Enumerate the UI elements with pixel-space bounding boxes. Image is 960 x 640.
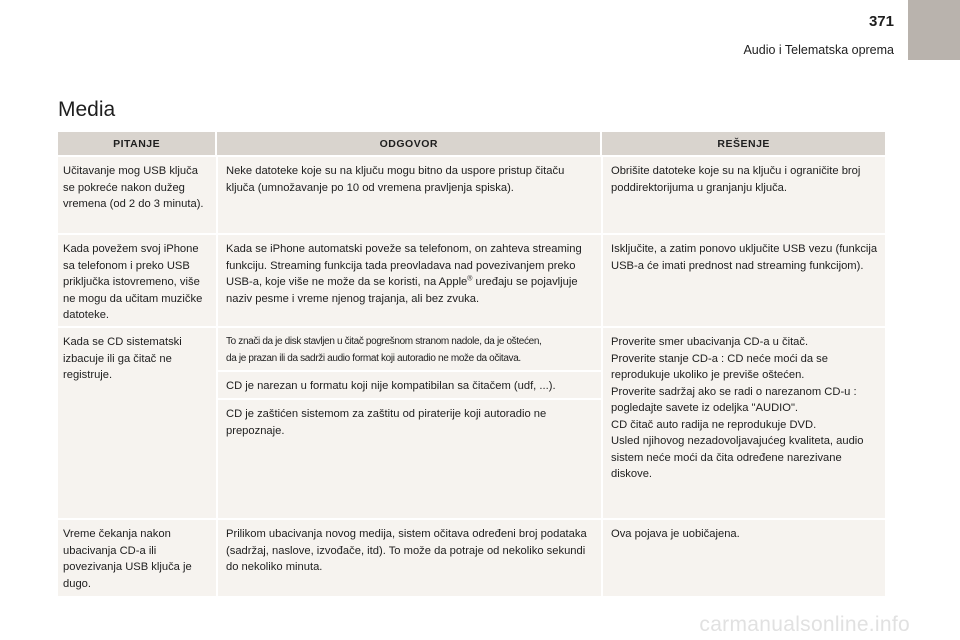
column-header-question: PITANJE [113, 137, 161, 150]
table-row [58, 233, 885, 326]
column-header-answer: ODGOVOR [215, 132, 600, 155]
page-number: 371 [868, 13, 894, 30]
table-row [58, 155, 885, 233]
chapter-title: Audio i Telematska oprema [743, 43, 894, 57]
answer-text-part: Kada se iPhone automatski poveže sa telefonom, on zahteva streaming funkciju. Streaming funkcija tada preovladava nad povezivanjem preko USB-a, koje više ne može da se koristi, na Apple [226, 243, 582, 288]
question-cell: Učitavanje mog USB ključa se pokreće nakon dužeg vremena (od 2 do 3 minuta). [63, 165, 204, 210]
answer-subcell: CD je zaštićen sistemom za zaštitu od piraterije koji autoradio ne prepoznaje. [218, 398, 601, 518]
table-header [58, 132, 885, 155]
troubleshooting-table [58, 132, 885, 596]
answer-cell-group [216, 328, 601, 518]
table-row [58, 518, 885, 596]
answer-text-part: uređaju se pojavljuje naziv pesme i vreme njenog trajanja, ali bez zvuka. [226, 276, 578, 305]
answer-cell [216, 235, 601, 326]
question-cell: Kada povežem svoj iPhone sa telefonom i preko USB priključka istovremeno, više ne mogu da učitam muzičke datoteke. [63, 243, 203, 321]
chapter-tab-marker [908, 0, 960, 60]
answer-line: da je prazan ili da sadrži audio format koji autoradio ne može da očitava. [226, 352, 521, 364]
table-row [58, 326, 885, 518]
registered-trademark-mark: ® [467, 275, 473, 283]
answer-cell: Neke datoteke koje su na ključu mogu bitno da uspore pristup čitaču ključa (umnožavanje po 10 od vremena pravljenja spiska). [216, 157, 601, 233]
solution-cell: Obrišite datoteke koje su na ključu i ograničite broj poddirektorijuma u granjanju ključa. [601, 157, 885, 233]
column-header-solution: REŠENJE [600, 132, 885, 155]
solution-cell: Proverite smer ubacivanja CD-a u čitač. Proverite stanje CD-a : CD neće moći da se reprodukuje ukoliko je previše oštećen. Proverite sadržaj ako se radi o narezanom CD-u : pogledajte savete iz odeljka "AUDIO". CD čitač auto radija ne reprodukuje DVD. Usled njihovog nezadovoljavajućeg kvaliteta, audio sistem neće moći da čita određene narezivane diskove. [601, 328, 885, 518]
section-title: Media [58, 98, 116, 121]
question-cell: Vreme čekanja nakon ubacivanja CD-a ili povezivanja USB ključa je dugo. [63, 528, 192, 590]
answer-subcell: CD je narezan u formatu koji nije kompatibilan sa čitačem (udf, ...). [218, 370, 601, 398]
solution-cell: Ova pojava je uobičajena. [601, 520, 885, 596]
answer-cell: Prilikom ubacivanja novog medija, sistem očitava određeni broj podataka (sadržaj, naslove, izvođače, itd). To može da potraje od nekoliko sekundi do nekoliko minuta. [216, 520, 601, 596]
question-cell: Kada se CD sistematski izbacuje ili ga čitač ne registruje. [63, 336, 182, 381]
watermark: carmanualsonline.info [699, 613, 910, 636]
answer-line: To znači da je disk stavljen u čitač pogrešnom stranom nadole, da je oštećen, [226, 336, 542, 347]
answer-subcell [218, 328, 601, 370]
solution-cell: Isključite, a zatim ponovo uključite USB vezu (funkcija USB-a će imati prednost nad streaming funkcijom). [601, 235, 885, 326]
